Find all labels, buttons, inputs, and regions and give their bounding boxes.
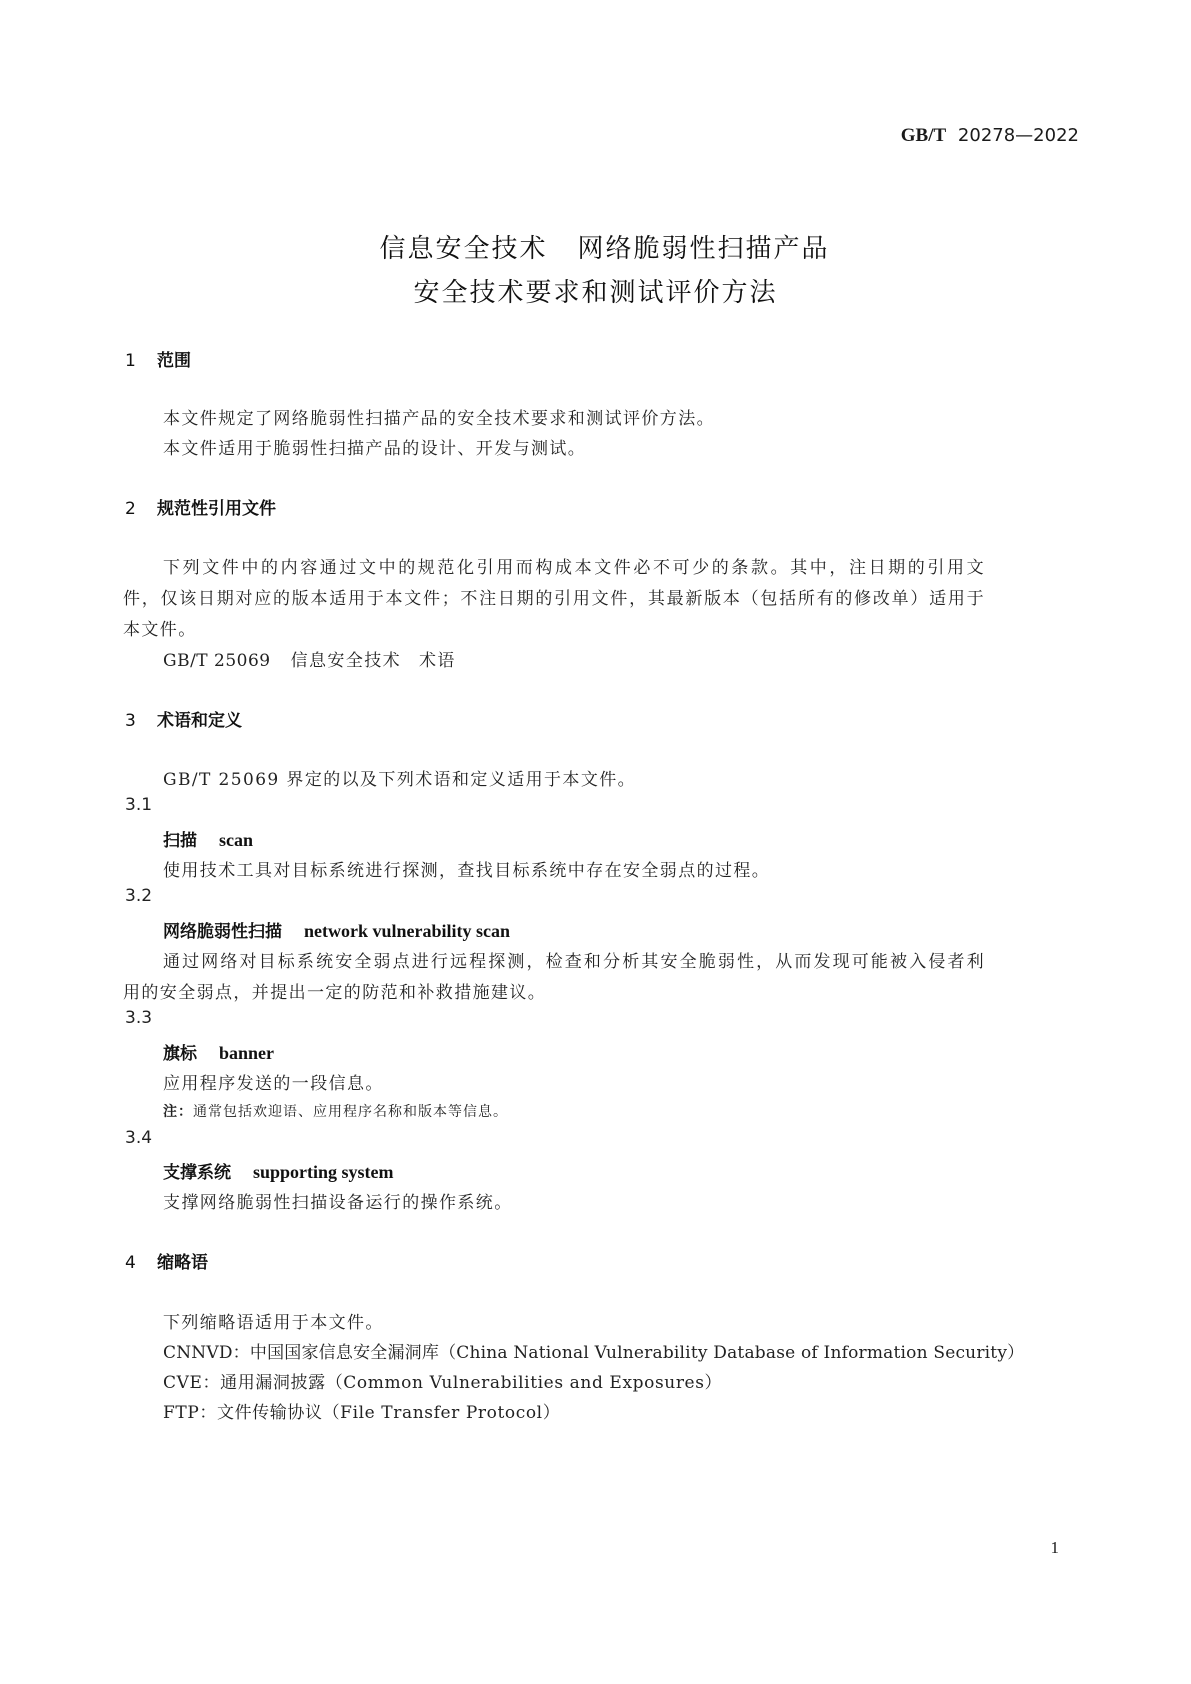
term-en: supporting system bbox=[253, 1162, 394, 1182]
term-en: banner bbox=[219, 1043, 275, 1063]
term-definition: 使用技术工具对目标系统进行探测，查找目标系统中存在安全弱点的过程。 bbox=[163, 861, 771, 881]
term-number: 3.1 bbox=[125, 795, 153, 815]
term-zh: 扫描 bbox=[163, 831, 197, 851]
term-heading bbox=[163, 1158, 394, 1183]
term-number: 3.2 bbox=[125, 886, 153, 906]
section-title: 缩略语 bbox=[157, 1253, 208, 1273]
standard-prefix: GB/T bbox=[900, 125, 947, 146]
section-number: 1 bbox=[125, 351, 136, 371]
term-note bbox=[163, 1101, 508, 1121]
paragraph: 本文件适用于脆弱性扫描产品的设计、开发与测试。 bbox=[163, 439, 587, 459]
term-number: 3.3 bbox=[125, 1008, 153, 1028]
note-text: 通常包括欢迎语、应用程序名称和版本等信息。 bbox=[193, 1104, 508, 1120]
title-part2: 网络脆弱性扫描产品 bbox=[577, 234, 830, 264]
term-definition: 应用程序发送的一段信息。 bbox=[163, 1074, 384, 1094]
page-number: 1 bbox=[1050, 1538, 1059, 1557]
title-part1: 信息安全技术 bbox=[379, 234, 548, 264]
paragraph-line: 件，仅该日期对应的版本适用于本文件；不注日期的引用文件，其最新版本（包括所有的修改单）适用于 bbox=[123, 589, 985, 609]
paragraph-line: 下列文件中的内容通过文中的规范化引用而构成本文件必不可少的条款。其中，注日期的引用文 bbox=[163, 558, 985, 578]
term-heading bbox=[163, 1039, 274, 1064]
section-title: 规范性引用文件 bbox=[157, 499, 276, 519]
section-heading-3 bbox=[125, 706, 242, 731]
section-title: 范围 bbox=[157, 351, 191, 371]
standard-code bbox=[901, 125, 1079, 147]
term-definition: 支撑网络脆弱性扫描设备运行的操作系统。 bbox=[163, 1193, 513, 1213]
paragraph-line: 本文件。 bbox=[123, 620, 197, 640]
note-label: 注： bbox=[163, 1104, 193, 1120]
term-heading bbox=[163, 826, 253, 851]
document-title-line1 bbox=[0, 228, 1191, 265]
term-en: network vulnerability scan bbox=[304, 921, 511, 941]
term-zh: 支撑系统 bbox=[163, 1163, 231, 1183]
section-heading-1 bbox=[125, 346, 191, 371]
reference-code: GB/T 25069 bbox=[163, 651, 271, 671]
term-en: scan bbox=[219, 830, 254, 850]
standard-number: 20278—2022 bbox=[957, 125, 1079, 146]
abbreviation-item: CNNVD：中国国家信息安全漏洞库（China National Vulnerability Database of Information Security） bbox=[163, 1343, 1025, 1363]
abbreviation-item: CVE：通用漏洞披露（Common Vulnerabilities and Exposures） bbox=[163, 1373, 723, 1393]
section-number: 2 bbox=[125, 499, 136, 519]
section-number: 3 bbox=[125, 711, 136, 731]
term-heading bbox=[163, 917, 510, 942]
paragraph: GB/T 25069 界定的以及下列术语和定义适用于本文件。 bbox=[163, 770, 637, 790]
section-heading-2 bbox=[125, 494, 276, 519]
reference-title: 信息安全技术 bbox=[290, 651, 402, 671]
reference-title: 术语 bbox=[419, 651, 456, 671]
abbreviation-item: FTP：文件传输协议（File Transfer Protocol） bbox=[163, 1403, 561, 1423]
document-title-line2: 安全技术要求和测试评价方法 bbox=[413, 278, 778, 308]
term-zh: 旗标 bbox=[163, 1044, 197, 1064]
paragraph: 下列缩略语适用于本文件。 bbox=[163, 1313, 384, 1333]
section-title: 术语和定义 bbox=[157, 711, 242, 731]
term-definition: 通过网络对目标系统安全弱点进行远程探测，检查和分析其安全脆弱性，从而发现可能被入侵者利 bbox=[163, 952, 985, 972]
term-definition: 用的安全弱点，并提出一定的防范和补救措施建议。 bbox=[123, 983, 547, 1003]
section-number: 4 bbox=[125, 1253, 136, 1273]
term-number: 3.4 bbox=[125, 1128, 153, 1148]
section-heading-4 bbox=[125, 1248, 208, 1273]
term-zh: 网络脆弱性扫描 bbox=[163, 922, 282, 942]
paragraph: 本文件规定了网络脆弱性扫描产品的安全技术要求和测试评价方法。 bbox=[163, 409, 715, 429]
reference-item bbox=[163, 646, 456, 671]
